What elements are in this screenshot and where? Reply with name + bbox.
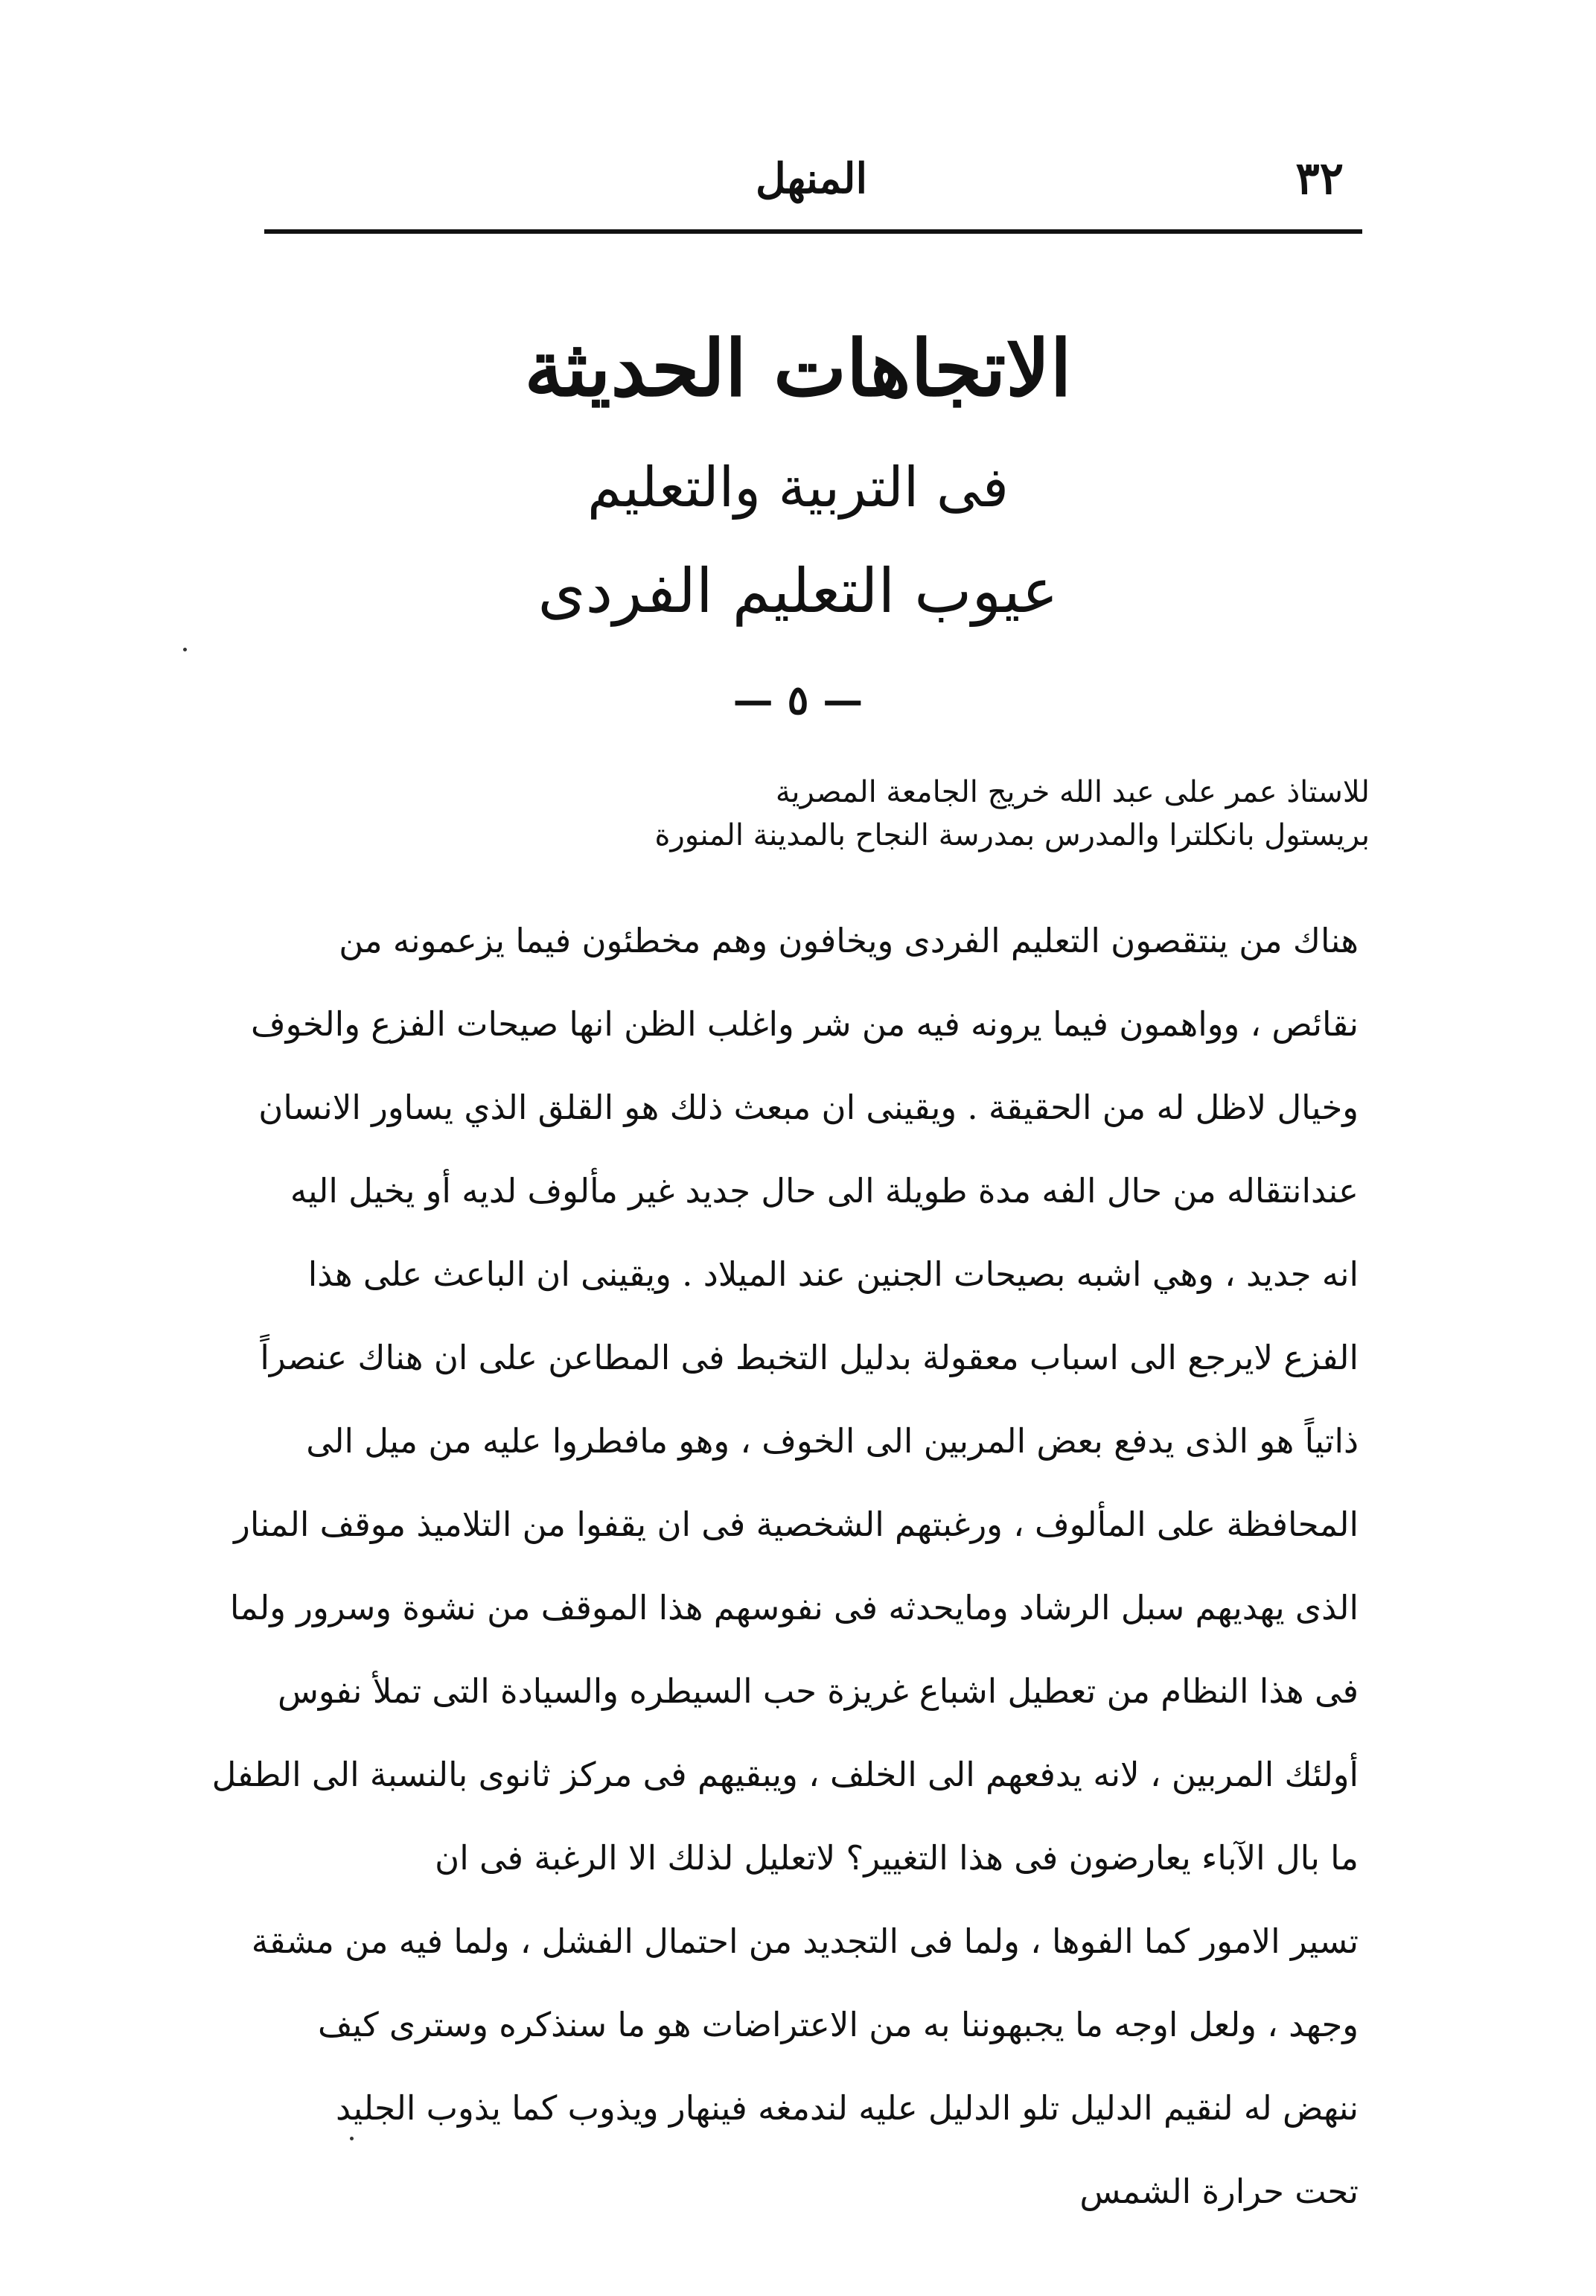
body-line: انه جديد ، وهي اشبه بصيحات الجنين عند الميلاد . ويقينى ان الباعث على هذا (307, 1254, 1359, 1294)
body-line: ذاتياً هو الذى يدفع بعض المربين الى الخوف ، وهو مافطروا عليه من ميل الى (306, 1421, 1359, 1461)
body-line: أولئك المربين ، لانه يدفعهم الى الخلف ، ويبقيهم فى مركز ثانوى بالنسبة الى الطفل (211, 1755, 1359, 1794)
running-head (264, 145, 1359, 220)
scan-speck (350, 2137, 354, 2140)
body-line: الفزع لايرجع الى اسباب معقولة بدليل التخبط فى المطاعن على ان هناك عنصراً (260, 1338, 1359, 1377)
page-number: ٣٢ (1295, 153, 1344, 205)
author-byline (298, 771, 1370, 857)
scan-speck (183, 648, 187, 651)
article-topic: عيوب التعليم الفردى (537, 556, 1059, 627)
body-line: نقائص ، وواهمون فيما يرونه فيه من شر واغلب الظن انها صيحات الفزع والخوف (251, 1004, 1359, 1044)
article-title: الاتجاهات الحديثة (524, 322, 1072, 414)
journal-name: المنهل (755, 154, 868, 203)
body-line: تحت حرارة الشمس (1079, 2172, 1359, 2211)
body-line: فى هذا النظام من تعطيل اشباع غريزة حب السيطره والسيادة التى تملأ نفوس (277, 1671, 1359, 1711)
body-line: عندانتقاله من حال الفه مدة طويلة الى حال جديد غير مألوف لديه أو يخيل اليه (290, 1171, 1359, 1211)
body-line: ننهض له لنقيم الدليل تلو الدليل عليه لندمغه فينهار ويذوب كما يذوب الجليد (336, 2088, 1359, 2128)
part-number: — ٥ — (732, 676, 864, 724)
byline-line: للاستاذ عمر على عبد الله خريج الجامعة المصرية (775, 775, 1370, 809)
body-line: المحافظة على المألوف ، ورغبتهم الشخصية فى ان يقفوا من التلاميذ موقف المنار (234, 1505, 1359, 1544)
body-line: ما بال الآباء يعارضون فى هذا التغيير؟ لاتعليل لذلك الا الرغبة فى ان (435, 1838, 1359, 1878)
byline-line: بريستول بانكلترا والمدرس بمدرسة النجاح بالمدينة المنورة (654, 818, 1370, 852)
article-subtitle: فى التربية والتعليم (587, 456, 1009, 520)
body-line: هناك من ينتقصون التعليم الفردى ويخافون وهم مخطئون فيما يزعمونه من (339, 921, 1359, 960)
body-line: الذى يهديهم سبل الرشاد ومايحدثه فى نفوسهم هذا الموقف من نشوة وسرور ولما (229, 1588, 1359, 1627)
article-body (211, 899, 1359, 2233)
body-line: تسير الامور كما الفوها ، ولما فى التجديد من احتمال الفشل ، ولما فيه من مشقة (251, 1922, 1359, 1961)
header-rule (264, 229, 1362, 234)
body-line: وجهد ، ولعل اوجه ما يجبهوننا به من الاعتراضات هو ما سنذكره وسترى كيف (318, 2005, 1359, 2044)
body-line: وخيال لاظل له من الحقيقة . ويقينى ان مبعث ذلك هو القلق الذي يساور الانسان (258, 1088, 1359, 1127)
